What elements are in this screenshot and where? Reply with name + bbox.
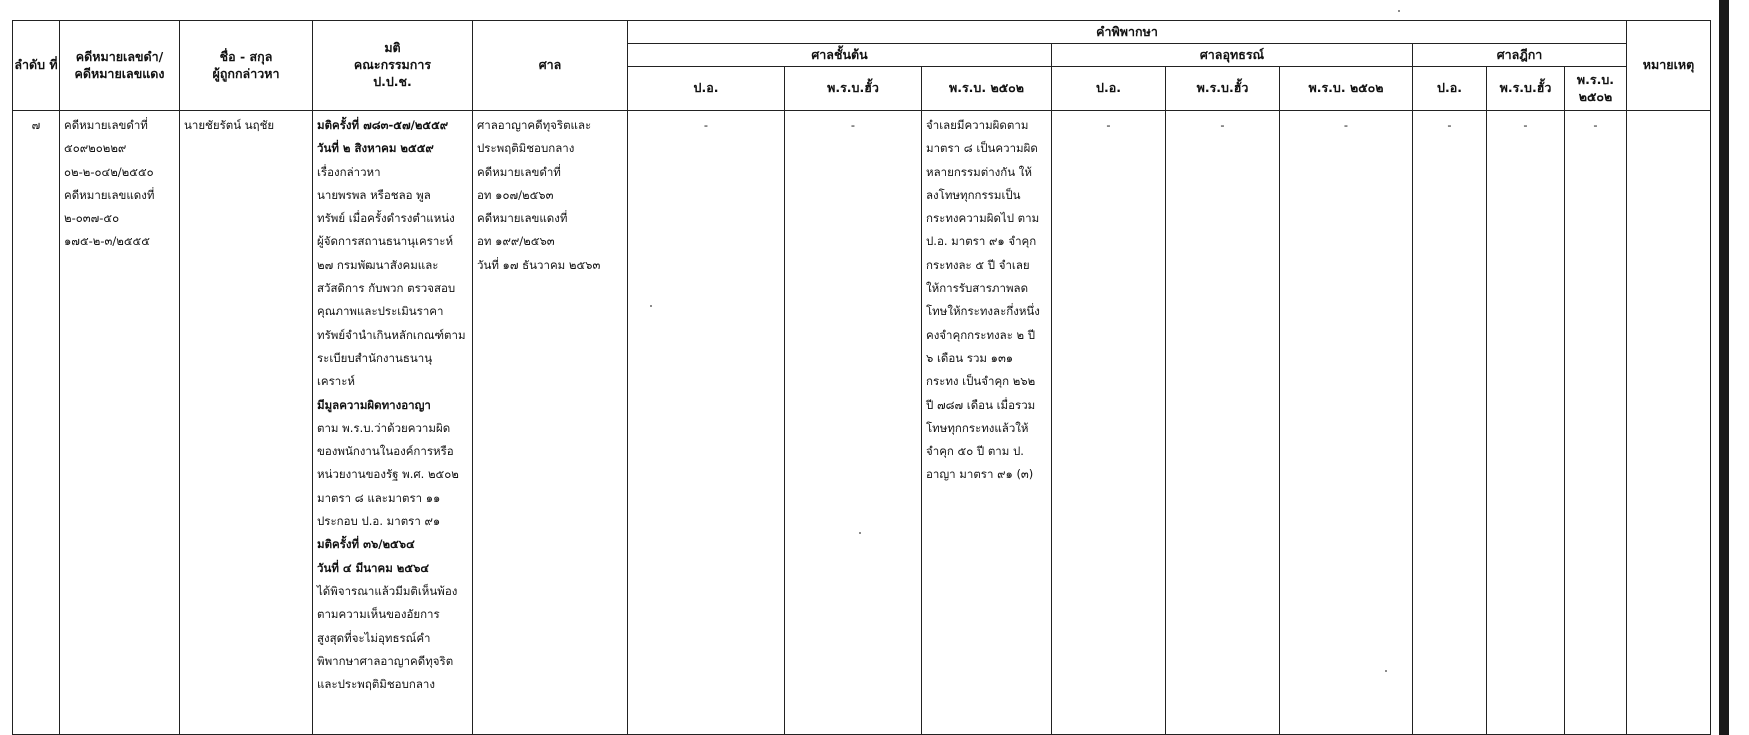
cell-seq: ๗ <box>13 111 60 735</box>
resolution-2-heading: มีมูลความผิดทางอาญา <box>317 397 431 412</box>
header-seq: ลำดับ ที่ <box>13 21 60 111</box>
scan-speck <box>650 305 652 307</box>
cell-supreme-act: - <box>1487 111 1565 735</box>
resolution-1-text: เรื่องกล่าวหา นายพรพล หรือชลอ พูล ทรัพย์ เมื่อครั้งดำรงตำแหน่ง ผู้จัดการสถานธนานุเคราะห์ ๒๗ กรมพัฒนาสังคมและ สวัสดิการ กับพวก ตรวจสอบ คุณภาพและประเมินราคา ทรัพย์จำนำเกินหลักเกณฑ์ตาม ระเบียบสำนักงานธนานุ เคราะห์ <box>317 164 466 389</box>
scan-speck <box>1398 10 1400 12</box>
document-page <box>12 20 1710 735</box>
header-court: ศาล <box>473 21 628 111</box>
header-supreme-2502: พ.ร.บ. ๒๕๐๒ <box>1565 67 1627 111</box>
header-resolution: มติ คณะกรรมการ ป.ป.ช. <box>313 21 473 111</box>
header-first-act: พ.ร.บ.ฮั้ว <box>785 67 922 111</box>
cell-supreme-pa: - <box>1413 111 1487 735</box>
resolution-1-heading: มติครั้งที่ ๗๘๓-๕๗/๒๕๕๙ วันที่ ๒ สิงหาคม ๒๕๕๙ <box>317 118 449 156</box>
table-row <box>13 111 1711 735</box>
cell-appeal-pa: - <box>1052 111 1166 735</box>
scan-speck <box>859 532 861 534</box>
cell-first-2502: จำเลยมีความผิดตาม มาตรา ๘ เป็นความผิด หลายกรรมต่างกัน ให้ ลงโทษทุกกรรมเป็น กระทงความผิดไป ตาม ป.อ. มาตรา ๙๑ จำคุก กระทงละ ๕ ปี จำเลย ให้การรับสารภาพลด โทษให้กระทงละกึ่งหนึ่ง คงจำคุกกระทงละ ๒ ปี ๖ เดือน รวม ๑๓๑ กระทง เป็นจำคุก ๒๖๒ ปี ๗๘๗ เดือน เมื่อรวม โทษทุกกระทงแล้วให้ จำคุก ๕๐ ปี ตาม ป. อาญา มาตรา ๙๑ (๓) <box>922 111 1052 735</box>
header-court-appeal: ศาลอุทธรณ์ <box>1052 44 1413 67</box>
resolution-3-heading: มติครั้งที่ ๓๖/๒๕๖๔ วันที่ ๔ มีนาคม ๒๕๖๔ <box>317 537 430 575</box>
header-court-supreme: ศาลฎีกา <box>1413 44 1627 67</box>
resolution-2-text: ตาม พ.ร.บ.ว่าด้วยความผิด ของพนักงานในองค์การหรือ หน่วยงานของรัฐ พ.ศ. ๒๕๐๒ มาตรา ๘ และมาตรา ๑๑ ประกอบ ป.อ. มาตรา ๙๑ <box>317 420 459 529</box>
cell-accused: นายชัยรัตน์ นฤชัย <box>180 111 313 735</box>
scan-speck <box>1385 670 1387 672</box>
header-case-no: คดีหมายเลขดำ/ คดีหมายเลขแดง <box>60 21 180 111</box>
header-first-2502: พ.ร.บ. ๒๕๐๒ <box>922 67 1052 111</box>
header-court-first: ศาลชั้นต้น <box>628 44 1052 67</box>
judgment-table <box>12 20 1711 735</box>
header-appeal-2502: พ.ร.บ. ๒๕๐๒ <box>1280 67 1413 111</box>
header-accused: ชื่อ - สกุล ผู้ถูกกล่าวหา <box>180 21 313 111</box>
header-judgment: คำพิพากษา <box>628 21 1627 44</box>
cell-case-no: คดีหมายเลขดำที่ ๕๐๙๒๐๒๒๙ ๐๒-๒-๐๔๒/๒๕๕๐ คดีหมายเลขแดงที่ ๒-๐๓๗-๕๐ ๑๗๕-๒-๓/๒๕๕๕ <box>60 111 180 735</box>
cell-supreme-2502: - <box>1565 111 1627 735</box>
resolution-3-text: ได้พิจารณาแล้วมีมติเห็นพ้อง ตามความเห็นของอัยการ สูงสุดที่จะไม่อุทธรณ์คำ พิพากษาศาลอาญาคดีทุจริต และประพฤติมิชอบกลาง <box>317 583 458 692</box>
header-appeal-act: พ.ร.บ.ฮั้ว <box>1166 67 1280 111</box>
cell-first-pa: - <box>628 111 785 735</box>
header-supreme-pa: ป.อ. <box>1413 67 1487 111</box>
cell-remark <box>1627 111 1711 735</box>
header-first-pa: ป.อ. <box>628 67 785 111</box>
header-remark: หมายเหตุ <box>1627 21 1711 111</box>
header-supreme-act: พ.ร.บ.ฮั้ว <box>1487 67 1565 111</box>
scan-edge-border <box>1719 0 1729 735</box>
cell-court: ศาลอาญาคดีทุจริตและ ประพฤติมิชอบกลาง คดีหมายเลขดำที่ อท ๑๐๗/๒๕๖๓ คดีหมายเลขแดงที่ อท ๑๙๙/๒๕๖๓ วันที่ ๑๗ ธันวาคม ๒๕๖๓ <box>473 111 628 735</box>
cell-resolution <box>313 111 473 735</box>
cell-appeal-act: - <box>1166 111 1280 735</box>
header-appeal-pa: ป.อ. <box>1052 67 1166 111</box>
cell-appeal-2502: - <box>1280 111 1413 735</box>
cell-first-act: - <box>785 111 922 735</box>
